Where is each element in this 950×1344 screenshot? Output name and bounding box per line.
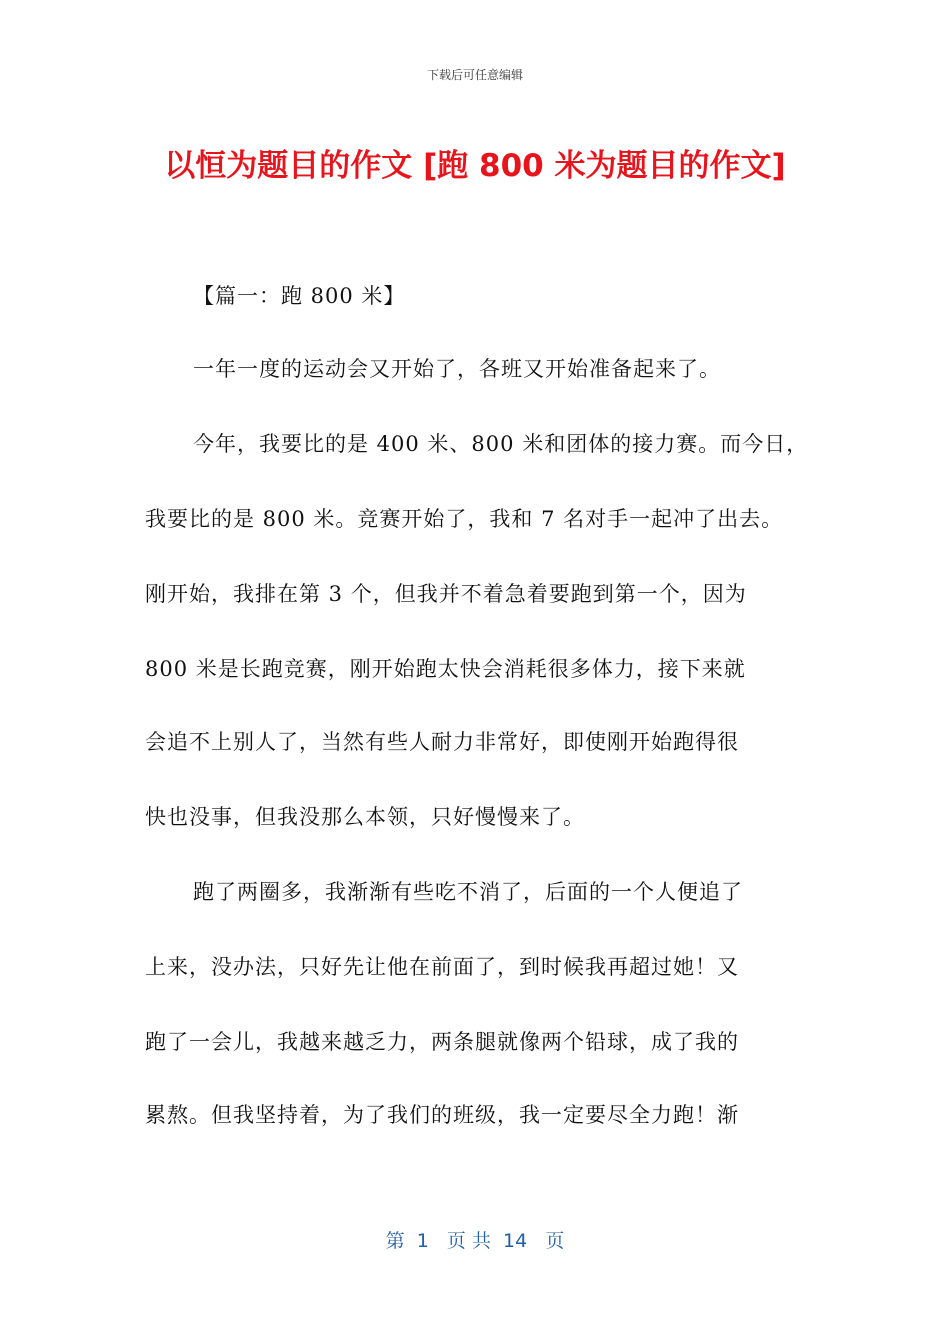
paragraph-line: 800 米是长跑竞赛，刚开始跑太快会消耗很多体力，接下来就 (145, 657, 746, 681)
paragraph-line: 上来，没办法，只好先让他在前面了，到时候我再超过她！又 (145, 955, 739, 979)
paragraph-line: 今年，我要比的是 400 米、800 米和团体的接力赛。而今日， (193, 432, 809, 456)
paragraph-line: 快也没事，但我没那么本领，只好慢慢来了。 (145, 805, 585, 829)
paragraph-line: 会追不上别人了，当然有些人耐力非常好，即使刚开始跑得很 (145, 730, 739, 754)
paragraph-line: 刚开始，我排在第 3 个，但我并不着急着要跑到第一个，因为 (145, 582, 747, 606)
paragraph-line: 跑了两圈多，我渐渐有些吃不消了，后面的一个人便追了 (193, 880, 743, 904)
paragraph-line: 我要比的是 800 米。竞赛开始了，我和 7 名对手一起冲了出去。 (145, 507, 784, 531)
paragraph-line: 累熬。但我坚持着，为了我们的班级，我一定要尽全力跑！渐 (145, 1103, 739, 1127)
header-note: 下载后可任意编辑 (426, 68, 523, 82)
paragraph-line: 跑了一会儿，我越来越乏力，两条腿就像两个铅球，成了我的 (145, 1030, 739, 1054)
document-title: 以恒为题目的作文 [跑 800 米为题目的作文] (164, 148, 786, 184)
paragraph-line: 一年一度的运动会又开始了，各班又开始准备起来了。 (193, 357, 721, 381)
page-footer: 第 1 页 共 14 页 (385, 1230, 565, 1252)
section-heading: 【篇一：跑 800 米】 (193, 284, 406, 308)
